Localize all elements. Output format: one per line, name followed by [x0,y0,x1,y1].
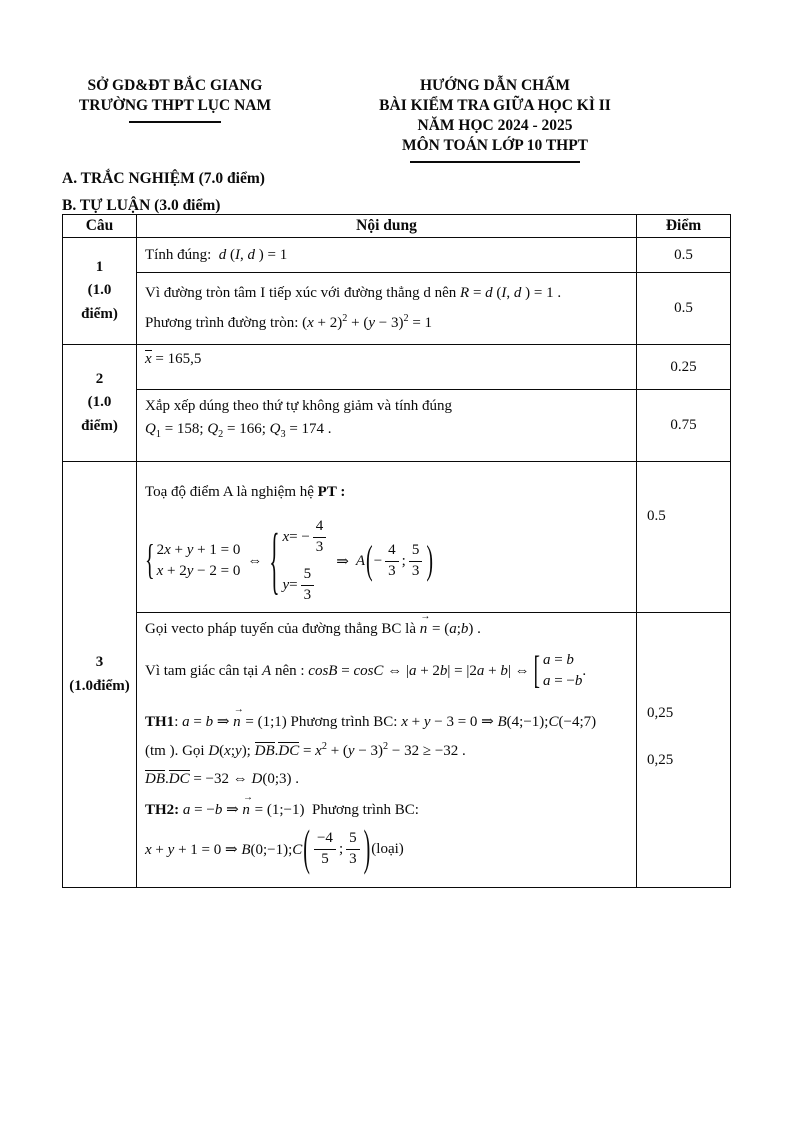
doc-title-line: HƯỚNG DẪN CHẤM [419,77,571,94]
q2-part2-points-cell: 0.75 [637,390,731,462]
header-left-underline [129,121,221,123]
answer-key-table [62,214,731,888]
question-1-label-cell: 1 (1.0 điểm) [63,238,137,345]
doc-subject-line: MÔN TOÁN LỚP 10 THPT [401,137,589,154]
doc-exam-line: BÀI KIỂM TRA GIỮA HỌC KÌ II [379,97,611,114]
column-header-diem: Điểm [637,215,731,238]
q2-part1-content-cell: x = 165,5 [137,345,637,390]
table-row-q1-part1 [63,238,731,273]
column-header-cau: Câu [63,215,137,238]
header-title-block [366,76,624,163]
q3-points-d: 0,25 [647,752,674,768]
section-a-heading: A. TRẮC NGHIỆM (7.0 điểm) [62,170,265,187]
q2-part1-points-cell: 0.25 [637,345,731,390]
question-2-label-cell: 2 (1.0 điểm) [63,345,137,462]
header-school-block [70,76,280,123]
table-row-q3-part2 [63,613,731,888]
q3-part1-points-cell: 0.5 [637,462,731,613]
q3-part1-content-cell [137,462,637,613]
q1-part2-content-cell: Vì đường tròn tâm I tiếp xúc với đường thẳng d nên R = d (I, d ) = 1 . Phương trình đường tròn: $(x + 2)^2 + (y - 3)^2 = 1$ [137,273,637,345]
q1-part2-points-cell: 0.5 [637,273,731,345]
table-row-q2-part2 [63,390,731,462]
header-department-line: SỞ GD&ĐT BẮC GIANG [87,77,263,94]
table-row-q1-part2 [63,273,731,345]
header-school-line: TRƯỜNG THPT LỤC NAM [78,97,272,114]
doc-year-line: NĂM HỌC 2024 - 2025 [417,117,573,134]
column-header-noidung: Nội dung [137,215,637,238]
section-b-heading: B. TỰ LUẬN (3.0 điểm) [62,197,221,214]
q3-part1-intro: Toạ độ điểm A là nghiệm hệ PT : [145,484,346,500]
q3-part2-content-cell: Gọi vecto pháp tuyến của đường thẳng BC là n → = (a;b) . Vì tam giác cân tại A nên : cosB = cosC ⇔ |a + 2b| = |2a + b| ⇔ [ a = b a = −b . TH1: a = b ⇒ n → = (1;1) Phương trình BC: x + y − 3 = 0 ⇒ B(4;−1);C(−4;7) (tm ). Gọi D(x;y); $DB.DC = x^2 + (y - 3)^2 - 32 \ge -32$ . DB.DC = −32 ⇔ D(0;3) . TH2: a = −b ⇒ n → = (1;−1) Phương trình BC: x + y + 1 = 0 ⇒ B(0;−1);C ( $\frac{-4}{5}$ ; $\frac{5}{3}$ ) (loại) [137,613,637,888]
table-row-q3-part1 [63,462,731,613]
q3-points-th1: 0,25 [647,705,674,721]
q1-part1-content-cell: Tính đúng: d (I, d ) = 1 [137,238,637,273]
header-right-underline [410,161,580,163]
question-3-label-cell: 3 (1.0điểm) [63,462,137,888]
table-row-q2-part1 [63,345,731,390]
q2-part2-content-cell: Xắp xếp dúng theo thứ tự không giảm và tính đúng $Q_1 = 158$; $Q_2 = 166$; $Q_3 = 174$ . [137,390,637,462]
q3-part2-points-cell [637,613,731,888]
q3-part1-formula: { 2x + y + 1 = 0 x + 2y − 2 = 0 ⇔ { x = − $\frac{4}{3}$ y = $\frac{5}{3}$ ⇒ A ( − $\frac{4}{3}$ ; $\frac{5}{3}$ ) [145,516,434,603]
table-header-row [63,215,731,238]
q1-part1-points-cell: 0.5 [637,238,731,273]
